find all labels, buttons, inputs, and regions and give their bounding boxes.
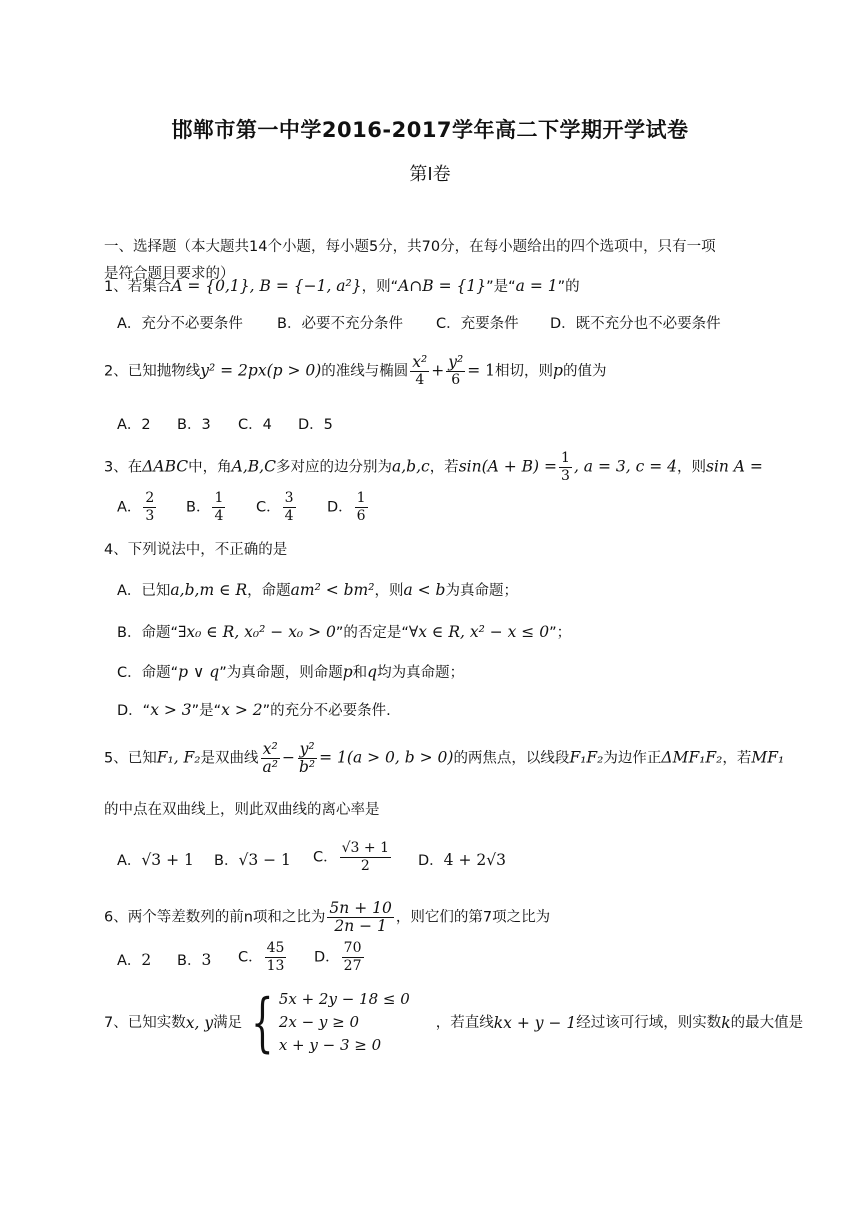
q5-option-a — [117, 850, 194, 871]
q3-sides-math: a,b,c — [391, 457, 430, 476]
q3-option-c — [256, 490, 298, 525]
q4-d-math-1: x > 3 — [150, 701, 192, 719]
q7-text-3: ，若直线 — [435, 1014, 494, 1031]
q6-text: 6、两个等差数列的前n项和之比为 — [104, 909, 326, 926]
question-5-stem-line2: 的中点在双曲线上，则此双曲线的离心率是 — [104, 802, 380, 818]
q3-option-d-label: D． — [327, 499, 353, 516]
q6-frac — [327, 900, 393, 935]
q2-eq1: = 1 — [467, 361, 496, 380]
q3-option-c-num: 3 — [284, 490, 294, 506]
q3-triangle-math: ΔABC — [142, 457, 189, 476]
q3-frac-den: 3 — [561, 468, 570, 484]
q4-c-math-3: q — [367, 663, 378, 681]
q4-d-text-3: ”的充分不必要条件. — [262, 703, 391, 719]
q5-option-d-label: D． — [418, 853, 444, 869]
q3-text: 3、在 — [104, 459, 143, 476]
q3-text-5: ，则 — [676, 459, 706, 476]
q3-text-2: 中，角 — [188, 459, 232, 476]
q3-option-b-label: B． — [186, 499, 211, 516]
q4-a-text-3: ，则 — [374, 583, 404, 599]
q4-b-math-1: ∃x₀ ∈ R, x₀² − x₀ > 0 — [177, 623, 336, 641]
q7-constraint-1: 5x + 2y − 18 ≤ 0 — [278, 990, 410, 1008]
q4-d-text-2: ”是“ — [191, 703, 222, 719]
q3-option-a-num: 2 — [145, 490, 155, 506]
q3-frac — [559, 450, 572, 485]
q3-text-4: ，若 — [429, 459, 459, 476]
q7-constraint-2: 2x − y ≥ 0 — [278, 1013, 360, 1031]
q2-plus: + — [431, 361, 445, 380]
q6-option-a-label: A． — [117, 953, 142, 969]
q5-option-b-value: √3 − 1 — [238, 851, 291, 869]
q5-option-c-label: C． — [313, 849, 338, 866]
q6-option-a — [117, 950, 151, 971]
q5-text-5: ，若 — [722, 750, 752, 767]
q5-option-c — [313, 840, 393, 875]
q5-option-a-label: A． — [117, 853, 142, 869]
q6-option-d — [314, 940, 366, 975]
q5-option-a-value: √3 + 1 — [141, 851, 194, 869]
q4-a-math-1: a,b,m ∈ R — [170, 581, 248, 599]
q2-text-3: 相切，则 — [495, 363, 554, 380]
q6-option-d-den: 27 — [343, 958, 362, 974]
q5-option-b-label: B． — [214, 853, 239, 869]
q5-frac-y-den: b² — [299, 758, 316, 776]
q5-option-b — [214, 850, 291, 871]
q5-text-2: 是双曲线 — [200, 750, 259, 767]
q1-option-b: B．必要不充分条件 — [277, 316, 403, 332]
q7-text-4: 经过该可行域，则实数 — [576, 1014, 722, 1031]
q5-cond-math: = 1(a > 0, b > 0) — [319, 748, 454, 767]
q2-parabola-math: y² = 2px(p > 0) — [200, 361, 322, 380]
q4-b-math-2: ∀x ∈ R, x² − x ≤ 0 — [408, 623, 550, 641]
q3-option-a — [117, 490, 158, 525]
q6-option-c-den: 13 — [266, 958, 285, 974]
q3-option-c-den: 4 — [284, 508, 294, 524]
q4-d-text: D．“ — [117, 703, 151, 719]
q3-ask-math: sin A = — [705, 457, 763, 476]
q5-option-d — [418, 850, 506, 871]
q5-option-d-value: 4 + 2√3 — [443, 851, 506, 869]
q1-option-d: D．既不充分也不必要条件 — [550, 316, 721, 332]
q1-cond2-math: a = 1 — [515, 277, 558, 295]
q6-frac-den: 2n − 1 — [334, 917, 387, 935]
q4-c-text-2: ”为真命题，则命题 — [219, 665, 343, 681]
q4-a-text: A．已知 — [117, 583, 171, 599]
q6-option-c — [238, 940, 288, 975]
question-1-stem — [104, 276, 580, 297]
q7-text-2: 满足 — [213, 1014, 243, 1031]
q3-sin-math: sin(A + B) = — [458, 457, 558, 476]
q7-text-5: 的最大值是 — [730, 1014, 804, 1031]
q6-frac-num: 5n + 10 — [329, 899, 392, 917]
q4-a-math-2: am² < bm² — [290, 581, 375, 599]
q7-line-math: kx + y − 1 — [493, 1013, 577, 1032]
q5-frac-x-num: x² — [262, 740, 278, 758]
question-2-stem — [104, 354, 606, 389]
q2-var-p: p — [553, 361, 563, 380]
q1-text-2: ，则“ — [361, 279, 399, 295]
q5-frac-x — [261, 741, 280, 776]
q4-c-text: C．命题“ — [117, 665, 179, 681]
q2-frac-y-num: y² — [448, 353, 464, 371]
q4-d-math-2: x > 2 — [221, 701, 263, 719]
q5-frac-y-num: y² — [299, 740, 315, 758]
q5-text-3: 的两焦点，以线段 — [453, 750, 570, 767]
q4-a-math-3: a < b — [403, 581, 446, 599]
q3-angles-math: A,B,C — [231, 457, 276, 476]
question-4-stem: 4、下列说法中，不正确的是 — [104, 542, 288, 558]
q1-text-3: ”是“ — [486, 279, 516, 295]
q5-text-4: 为边作正 — [603, 750, 662, 767]
q2-option-c: C．4 — [238, 417, 272, 433]
q7-k-math: k — [721, 1013, 731, 1032]
q6-option-a-value: 2 — [141, 951, 152, 969]
q2-option-b: B．3 — [177, 417, 211, 433]
q3-option-b-num: 1 — [214, 490, 224, 506]
question-5-stem — [104, 741, 784, 776]
q3-option-a-frac — [143, 490, 156, 525]
q1-text: 1、若集合 — [104, 279, 172, 295]
q3-values-math: , a = 3, c = 4 — [573, 457, 677, 476]
q5-minus: − — [282, 748, 295, 767]
q4-b-text: B．命题“ — [117, 625, 178, 641]
q6-option-b-value: 3 — [201, 951, 212, 969]
q3-option-c-frac — [283, 490, 296, 525]
q6-option-c-num: 45 — [266, 940, 285, 956]
exam-title: 邯郸市第一中学2016-2017学年高二下学期开学试卷 — [171, 118, 689, 142]
q7-constraint-3: x + y − 3 ≥ 0 — [278, 1036, 382, 1054]
q6-option-d-frac — [342, 940, 364, 975]
q4-b-text-2: ”的否定是“ — [335, 625, 409, 641]
q3-frac-num: 1 — [561, 450, 570, 466]
q3-option-d-frac — [355, 490, 368, 525]
q4-option-a — [117, 580, 518, 601]
q6-text-2: ，则它们的第7项之比为 — [395, 909, 551, 926]
q4-option-c — [117, 662, 464, 683]
q3-option-b-den: 4 — [214, 508, 224, 524]
q5-frac-y — [297, 741, 317, 776]
q2-frac-y — [446, 354, 465, 389]
q7-text: 7、已知实数 — [104, 1014, 186, 1031]
q2-frac-x — [410, 354, 429, 389]
q3-option-d — [327, 490, 370, 525]
q4-c-text-3: 和 — [352, 665, 368, 681]
q3-option-c-label: C． — [256, 499, 281, 516]
q1-text-4: ”的 — [557, 279, 580, 295]
q4-a-text-4: 为真命题； — [445, 583, 518, 599]
question-3-stem — [104, 450, 763, 485]
q2-text-4: 的值为 — [562, 363, 607, 380]
q5-foci-math: F₁, F₂ — [156, 748, 201, 767]
q2-text-2: 的准线与椭圆 — [321, 363, 409, 380]
q3-option-d-den: 6 — [356, 508, 366, 524]
q5-text: 5、已知 — [104, 750, 157, 767]
q5-mf-math: MF₁ — [751, 748, 785, 767]
q7-vars-math: x, y — [185, 1013, 214, 1032]
q5-option-c-frac — [340, 840, 391, 875]
q1-set-math: A = {0,1}, B = {−1, a²} — [171, 277, 362, 295]
q3-option-b-frac — [212, 490, 225, 525]
q5-seg-math: F₁F₂ — [569, 748, 604, 767]
q1-option-c: C．充要条件 — [436, 316, 519, 332]
q3-option-a-den: 3 — [145, 508, 155, 524]
q2-text: 2、已知抛物线 — [104, 363, 201, 380]
q6-option-d-num: 70 — [343, 940, 362, 956]
q4-option-b — [117, 622, 571, 643]
q5-option-c-num: √3 + 1 — [341, 840, 389, 856]
q1-cond-math: A∩B = {1} — [398, 277, 487, 295]
q4-option-d — [117, 700, 391, 721]
q5-option-c-den: 2 — [360, 858, 370, 874]
q3-text-3: 多对应的边分别为 — [275, 459, 392, 476]
q6-option-c-label: C． — [238, 949, 263, 966]
q5-tri-math: ΔMF₁F₂ — [661, 748, 723, 767]
section-heading-line1: 一、选择题（本大题共14个小题，每小题5分，共70分，在每小题给出的四个选项中，只有一项 — [104, 239, 716, 255]
q4-b-text-3: ”； — [549, 625, 572, 641]
section-heading-line2: 是符合题目要求的） — [104, 266, 235, 282]
q6-option-d-label: D． — [314, 949, 340, 966]
q4-c-text-4: 均为真命题； — [377, 665, 465, 681]
q7-brace: { — [251, 985, 274, 1060]
q5-frac-x-den: a² — [262, 758, 278, 776]
q3-option-b — [186, 490, 227, 525]
q1-option-a: A．充分不必要条件 — [117, 316, 243, 332]
q4-c-math-2: p — [342, 663, 353, 681]
volume-heading: 第Ⅰ卷 — [409, 164, 451, 185]
q2-option-a: A．2 — [117, 417, 151, 433]
q7-constraint-system — [242, 985, 410, 1060]
question-6-stem — [104, 900, 550, 935]
q4-a-text-2: ，命题 — [247, 583, 291, 599]
q2-option-d: D．5 — [298, 417, 333, 433]
q2-frac-y-den: 6 — [451, 372, 461, 388]
q3-option-a-label: A． — [117, 499, 142, 516]
q6-option-b-label: B． — [177, 953, 202, 969]
q2-frac-x-den: 4 — [415, 372, 425, 388]
q6-option-b — [177, 950, 211, 971]
q6-option-c-frac — [265, 940, 287, 975]
q3-option-d-num: 1 — [356, 490, 366, 506]
q2-frac-x-num: x² — [412, 353, 428, 371]
q4-c-math-1: p ∨ q — [178, 663, 220, 681]
question-7-stem — [104, 985, 804, 1060]
